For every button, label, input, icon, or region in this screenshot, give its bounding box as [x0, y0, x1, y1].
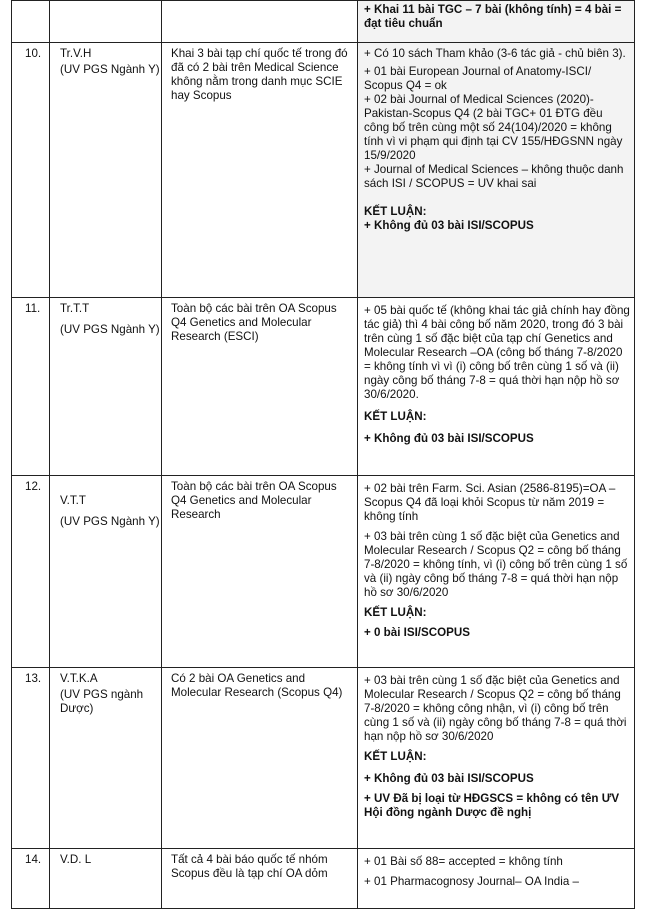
row-number: 12.: [12, 476, 50, 668]
conclusion-item: + UV Đã bị loại từ HĐGSCS = không có tên ƯV Hội đồng ngành Dược đề nghị: [364, 792, 620, 819]
member-cell: [50, 1, 162, 43]
review-notes-cell: [358, 298, 635, 476]
publication-summary: Khai 3 bài tạp chí quốc tế trong đó đã có 2 bài trên Medical Science không nằm trong danh mục SCIE hay Scopus: [162, 43, 358, 298]
member-cell: [50, 43, 162, 298]
review-notes-cell: [358, 476, 635, 668]
review-notes-cell: [358, 849, 635, 909]
review-note: + 01 Pharmacognosy Journal– OA India –: [364, 875, 579, 888]
table-row: [12, 476, 635, 668]
review-note: + 03 bài trên cùng 1 số đặc biệt của Genetics and Molecular Research / Scopus Q2 = công bố tháng 7-8/2020 = không công nhận, vì (i) công bố trên cùng 1 số và (ii) ngày công bố tháng 7-8 = quá thời hạn nộp hồ sơ 30/6/2020: [364, 674, 627, 743]
table-row: [12, 1, 635, 43]
row-number: 10.: [12, 43, 50, 298]
conclusion-label: KẾT LUẬN:: [364, 410, 427, 423]
publication-summary: Tất cả 4 bài báo quốc tế nhóm Scopus đều là tạp chí OA dỏm: [162, 849, 358, 909]
row-number: 13.: [12, 668, 50, 849]
row-number: 14.: [12, 849, 50, 909]
table-row: [12, 849, 635, 909]
conclusion-item: + Không đủ 03 bài ISI/SCOPUS: [364, 432, 534, 445]
member-name: V.T.K.A: [60, 672, 98, 685]
member-role: (UV PGS Ngành Y): [60, 515, 160, 528]
publication-summary: Toàn bộ các bài trên OA Scopus Q4 Genetics and Molecular Research (ESCI): [162, 298, 358, 476]
conclusion-label: KẾT LUẬN:: [364, 750, 427, 763]
member-role: (UV PGS ngành Dược): [60, 688, 144, 715]
row-number-cell: [12, 1, 50, 43]
publication-summary: Toàn bộ các bài trên OA Scopus Q4 Genetics and Molecular Research: [162, 476, 358, 668]
review-note: + 05 bài quốc tế (không khai tác giả chính hay đồng tác giả) thì 4 bài công bố năm 2020, trong đó 3 bài trên cùng 1 số đặc biệt của tạp chí Genetics and Molecular Research –OA (công bố tháng 7-8/2020 = không tính vì vì (i) công bố trên cùng 1 số và (ii) ngày công bố tháng 7-8 = quá thời hạn nộp hồ sơ 30/6/2020.: [364, 304, 630, 401]
review-notes-cell: [358, 43, 635, 298]
review-note: + Có 10 sách Tham khảo (3-6 tác giả - chủ biên 3).: [364, 47, 626, 60]
publication-summary-cell: [162, 1, 358, 43]
review-note: + 01 bài European Journal of Anatomy-ISCI/ Scopus Q4 = ok + 02 bài Journal of Medical Sciences (2020)-Pakistan-Scopus Q4 (2 bài TGC+ 01 ĐTG đều công bố trên cùng một số 24(104)/2020 = không tính vì vi phạm qui định tại CV 155/HĐGSNN ngày 15/9/2020 + Journal of Medical Sciences – không thuộc danh sách ISI / SCOPUS = UV khai sai: [364, 65, 624, 190]
member-name: Tr.V.H: [60, 47, 92, 60]
conclusion-label: KẾT LUẬN:: [364, 205, 427, 218]
publication-summary: Có 2 bài OA Genetics and Molecular Research (Scopus Q4): [162, 668, 358, 849]
review-note: + 02 bài trên Farm. Sci. Asian (2586-8195)=OA – Scopus Q4 đã loại khỏi Scopus từ năm 2019 = không tính: [364, 482, 616, 523]
conclusion-item: + Không đủ 03 bài ISI/SCOPUS: [364, 772, 534, 785]
member-role: (UV PGS Ngành Y): [60, 63, 160, 76]
member-cell: [50, 668, 162, 849]
row-number: 11.: [12, 298, 50, 476]
conclusion-item: + 0 bài ISI/SCOPUS: [364, 626, 470, 639]
review-note: + 01 Bài số 88= accepted = không tính: [364, 855, 563, 868]
table-row: [12, 298, 635, 476]
member-name: Tr.T.T: [60, 302, 90, 315]
review-note: + 03 bài trên cùng 1 số đặc biệt của Genetics and Molecular Research / Scopus Q2 = công bố tháng 7-8/2020 = không tính, vì (i) công bố trên cùng 1 số và (ii) ngày công bố tháng 7-8 = quá thời hạn nộp hồ sơ 30/6/2020: [364, 530, 628, 599]
conclusion-item: + Khai 11 bài TGC – 7 bài (không tính) = 4 bài = đạt tiêu chuẩn: [364, 3, 622, 30]
review-table: [11, 0, 635, 909]
member-name: V.T.T: [60, 494, 86, 507]
member-name: V.D. L: [60, 853, 92, 866]
member-role: (UV PGS Ngành Y): [60, 323, 160, 336]
conclusion-label: KẾT LUẬN:: [364, 606, 427, 619]
member-cell: [50, 298, 162, 476]
review-notes-cell: [358, 668, 635, 849]
member-cell: [50, 849, 162, 909]
member-cell: [50, 476, 162, 668]
table-row: [12, 43, 635, 298]
review-notes-cell: [358, 1, 635, 43]
table-row: [12, 668, 635, 849]
conclusion-item: + Không đủ 03 bài ISI/SCOPUS: [364, 219, 534, 232]
